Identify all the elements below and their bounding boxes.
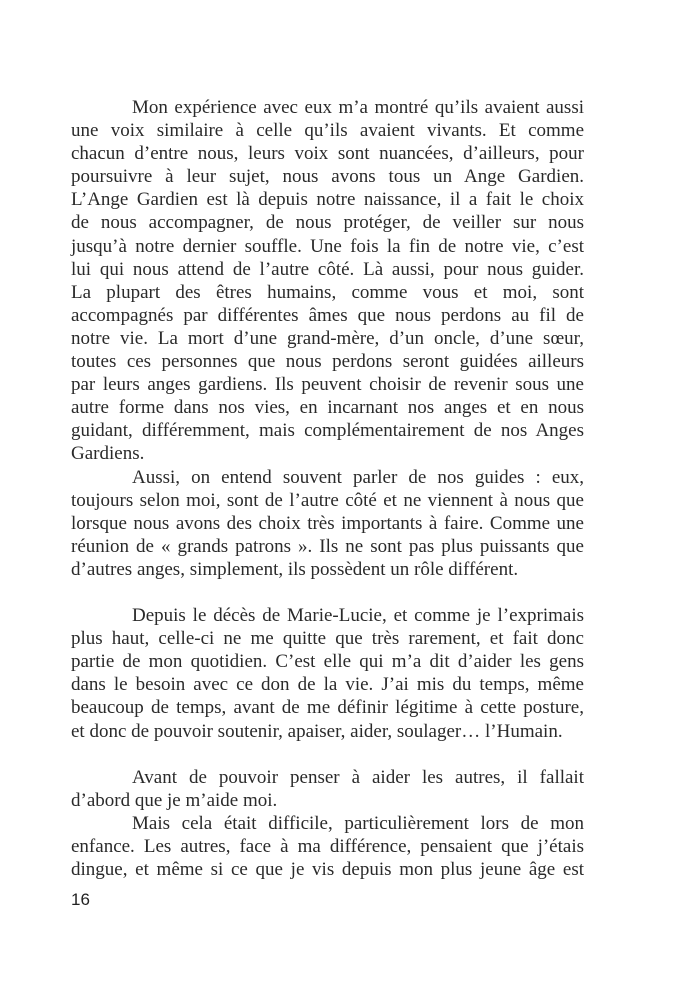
- text-line: autre forme dans nos vies, en incarnant nos anges et en nous: [71, 397, 584, 419]
- text-line: lui qui nous attend de l’autre côté. Là aussi, pour nous guider.: [71, 258, 584, 280]
- text-line: Mais cela était difficile, particulièrement lors de mon: [132, 812, 584, 834]
- body-text: [71, 96, 584, 881]
- paragraph: [71, 466, 584, 581]
- text-line: Avant de pouvoir penser à aider les autres, il fallait: [132, 766, 584, 788]
- text-line: d’abord que je m’aide moi.: [71, 789, 278, 811]
- text-line: notre vie. La mort d’une grand-mère, d’un oncle, d’une sœur,: [71, 327, 584, 349]
- text-line: réunion de « grands patrons ». Ils ne sont pas plus puissants que: [71, 535, 584, 557]
- paragraph-spacer: [71, 581, 584, 604]
- text-line: poursuivre à leur sujet, nous avons tous un Ange Gardien.: [71, 166, 584, 188]
- text-line: enfance. Les autres, face à ma différence, pensaient que j’étais: [71, 836, 584, 857]
- paragraph: [71, 812, 584, 881]
- text-line: L’Ange Gardien est là depuis notre naissance, il a fait le choix: [71, 189, 584, 211]
- text-line: dans le besoin avec ce don de la vie. J’ai mis du temps, même: [71, 674, 584, 696]
- text-line: jusqu’à notre dernier souffle. Une fois la fin de notre vie, c’est: [71, 235, 584, 257]
- text-line: plus haut, celle-ci ne me quitte que très rarement, et fait donc: [71, 628, 584, 650]
- text-line: La plupart des êtres humains, comme vous et moi, sont: [71, 281, 584, 303]
- text-line: Gardiens.: [71, 443, 145, 465]
- text-line: par leurs anges gardiens. Ils peuvent choisir de revenir sous une: [71, 374, 584, 396]
- text-line: beaucoup de temps, avant de me définir légitime à cette posture,: [71, 697, 584, 719]
- text-line: toutes ces personnes que nous perdons seront guidées ailleurs: [71, 351, 584, 373]
- text-line: chacun d’entre nous, leurs voix sont nuancées, d’ailleurs, pour: [71, 143, 584, 165]
- text-line: et donc de pouvoir soutenir, apaiser, aider, soulager… l’Humain.: [71, 720, 563, 742]
- text-line: toujours selon moi, sont de l’autre côté et ne viennent à nous que: [71, 489, 584, 511]
- text-line: accompagnés par différentes âmes que nous perdons au fil de: [71, 304, 584, 326]
- text-line: dingue, et même si ce que je vis depuis mon plus jeune âge est: [71, 859, 584, 881]
- paragraph: [71, 604, 584, 743]
- text-line: Depuis le décès de Marie-Lucie, et comme je l’exprimais: [132, 605, 584, 627]
- text-line: partie de mon quotidien. C’est elle qui m’a dit d’aider les gens: [71, 651, 584, 673]
- text-line: Mon expérience avec eux m’a montré qu’ils avaient aussi: [132, 97, 584, 118]
- text-line: une voix similaire à celle qu’ils avaient vivants. Et comme: [71, 120, 584, 142]
- text-line: de nous accompagner, de nous protéger, de veiller sur nous: [71, 212, 584, 234]
- page-number: 16: [71, 890, 90, 909]
- paragraph: [71, 766, 584, 812]
- paragraph-spacer: [71, 743, 584, 766]
- paragraph: [71, 96, 584, 466]
- text-line: Aussi, on entend souvent parler de nos guides : eux,: [132, 466, 584, 488]
- text-line: lorsque nous avons des choix très importants à faire. Comme une: [71, 512, 584, 534]
- text-line: guidant, différemment, mais complémentairement de nos Anges: [71, 420, 584, 442]
- text-line: d’autres anges, simplement, ils possèdent un rôle différent.: [71, 558, 519, 580]
